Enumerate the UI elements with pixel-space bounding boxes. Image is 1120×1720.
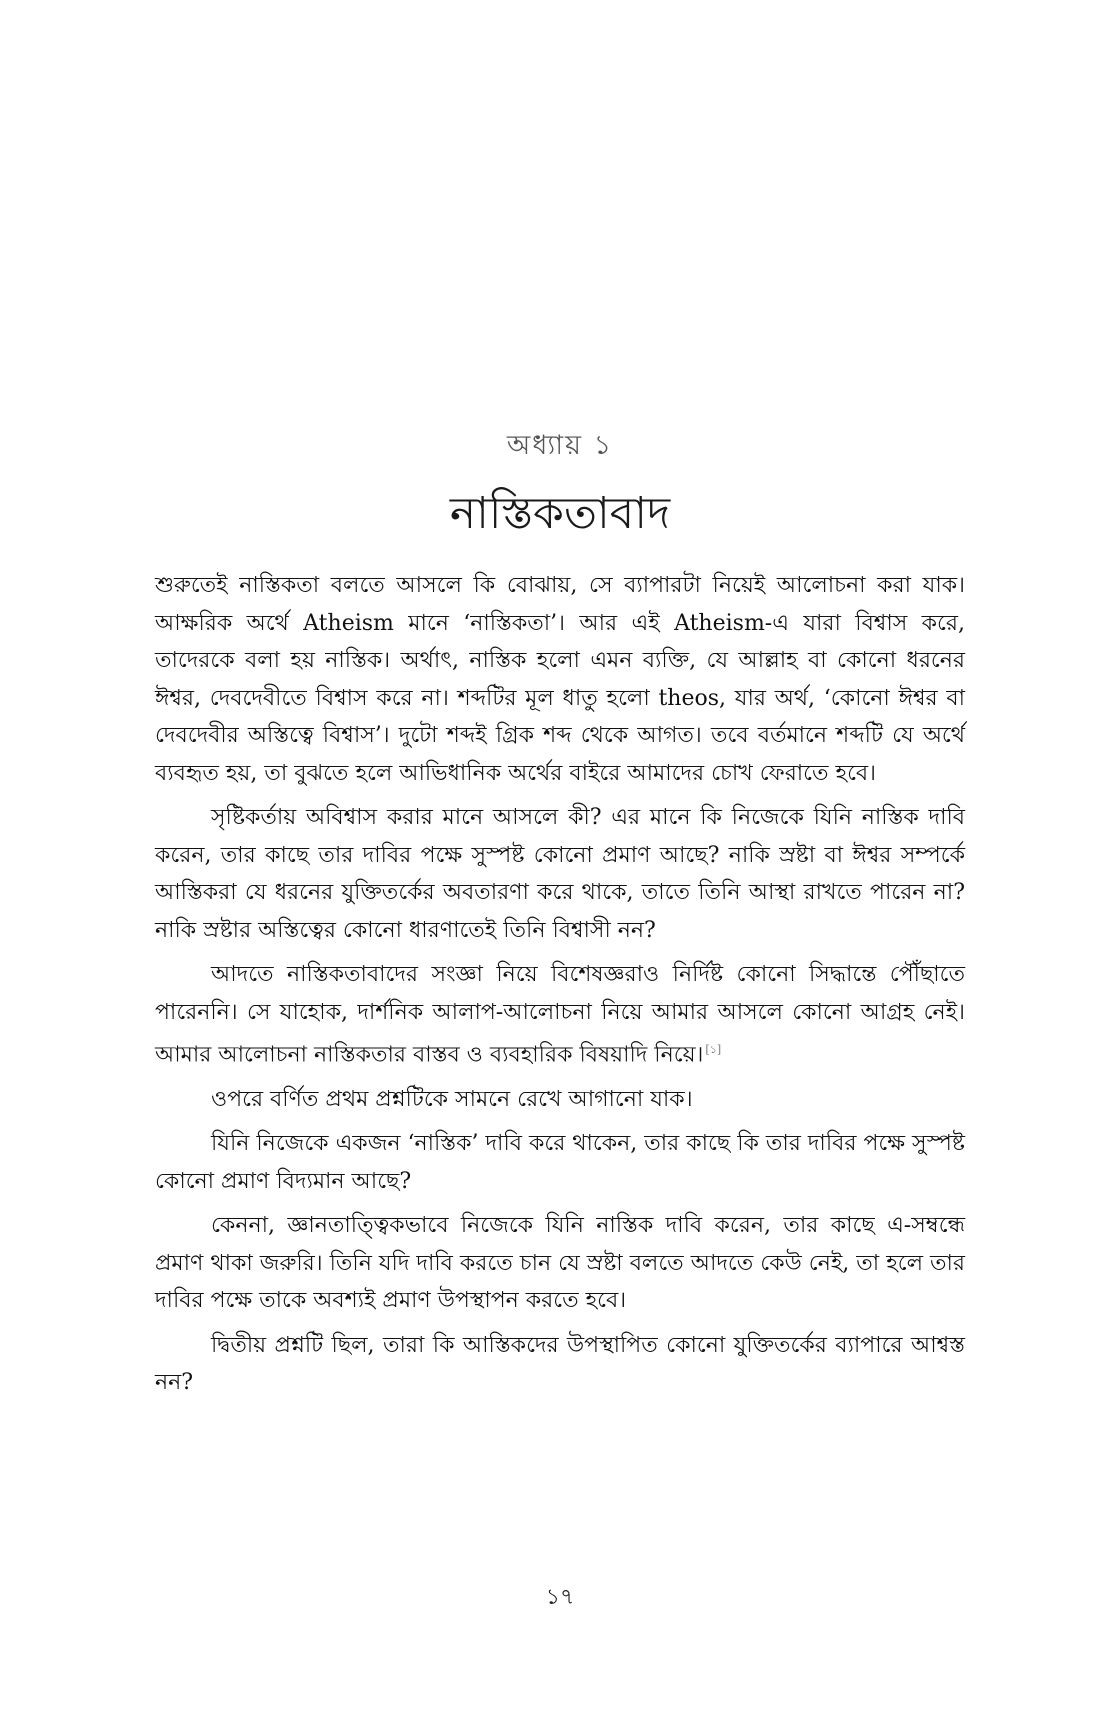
page-number: ১৭: [545, 1585, 575, 1610]
chapter-label: অধ্যায় ১: [506, 430, 614, 461]
paragraph-5: যিনি নিজেকে একজন ‘নাস্তিক’ দাবি করে থাকেন, তার কাছে কি তার দাবির পক্ষে সুস্পষ্ট কোনো প্রমাণ বিদ্যমান আছে?: [155, 1131, 965, 1194]
paragraph-4: ওপরে বর্ণিত প্রথম প্রশ্নটিকে সামনে রেখে আগানো যাক।: [211, 1086, 693, 1112]
paragraph-3-text: আদতে নাস্তিকতাবাদের সংজ্ঞা নিয়ে বিশেষজ্ঞরাও নির্দিষ্ট কোনো সিদ্ধান্তে পৌঁছাতে পারেননি। সে যাহোক, দার্শনিক আলাপ-আলোচনা নিয়ে আমার আসলে কোনো আগ্রহ নেই। আমার আলোচনা নাস্তিকতার বাস্তব ও ব্যবহারিক বিষয়াদি নিয়ে।: [155, 962, 965, 1068]
footnote-reference[interactable]: [১]: [705, 1043, 722, 1056]
paragraph-6: কেননা, জ্ঞানতাত্ত্বিকভাবে নিজেকে যিনি নাস্তিক দাবি করেন, তার কাছে এ-সম্বন্ধে প্রমাণ থাকা জরুরি। তিনি যদি দাবি করতে চান যে স্রষ্টা বলতে আদতে কেউ নেই, তা হলে তার দাবির পক্ষে তাকে অবশ্যই প্রমাণ উপস্থাপন করতে হবে।: [155, 1213, 965, 1314]
chapter-title: নাস্তিকতাবাদ: [449, 488, 671, 539]
chapter-body: [155, 567, 965, 1409]
paragraph-2: সৃষ্টিকর্তায় অবিশ্বাস করার মানে আসলে কী? এর মানে কি নিজেকে যিনি নাস্তিক দাবি করেন, তার কাছে তার দাবির পক্ষে সুস্পষ্ট কোনো প্রমাণ আছে? নাকি স্রষ্টা বা ঈশ্বর সম্পর্কে আস্তিকরা যে ধরনের যুক্তিতর্কের অবতারণা করে থাকে, তাতে তিনি আস্থা রাখতে পারেন না? নাকি স্রষ্টার অস্তিত্বের কোনো ধারণাতেই তিনি বিশ্বাসী নন?: [155, 805, 965, 943]
paragraph-1: শুরুতেই নাস্তিকতা বলতে আসলে কি বোঝায়, সে ব্যাপারটা নিয়েই আলোচনা করা যাক। আক্ষরিক অর্থে Atheism মানে ‘নাস্তিকতা’। আর এই Atheism-এ যারা বিশ্বাস করে, তাদেরকে বলা হয় নাস্তিক। অর্থাৎ, নাস্তিক হলো এমন ব্যক্তি, যে আল্লাহ বা কোনো ধরনের ঈশ্বর, দেবদেবীতে বিশ্বাস করে না। শব্দটির মূল ধাতু হলো theos, যার অর্থ, ‘কোনো ঈশ্বর বা দেবদেবীর অস্তিত্বে বিশ্বাস’। দুটো শব্দই গ্রিক শব্দ থেকে আগত। তবে বর্তমানে শব্দটি যে অর্থে ব্যবহৃত হয়, তা বুঝতে হলে আভিধানিক অর্থের বাইরে আমাদের চোখ ফেরাতে হবে।: [155, 573, 965, 786]
paragraph-3: [155, 956, 965, 1074]
paragraph-7: দ্বিতীয় প্রশ্নটি ছিল, তারা কি আস্তিকদের উপস্থাপিত কোনো যুক্তিতর্কের ব্যাপারে আশ্বস্ত নন?: [155, 1332, 965, 1396]
